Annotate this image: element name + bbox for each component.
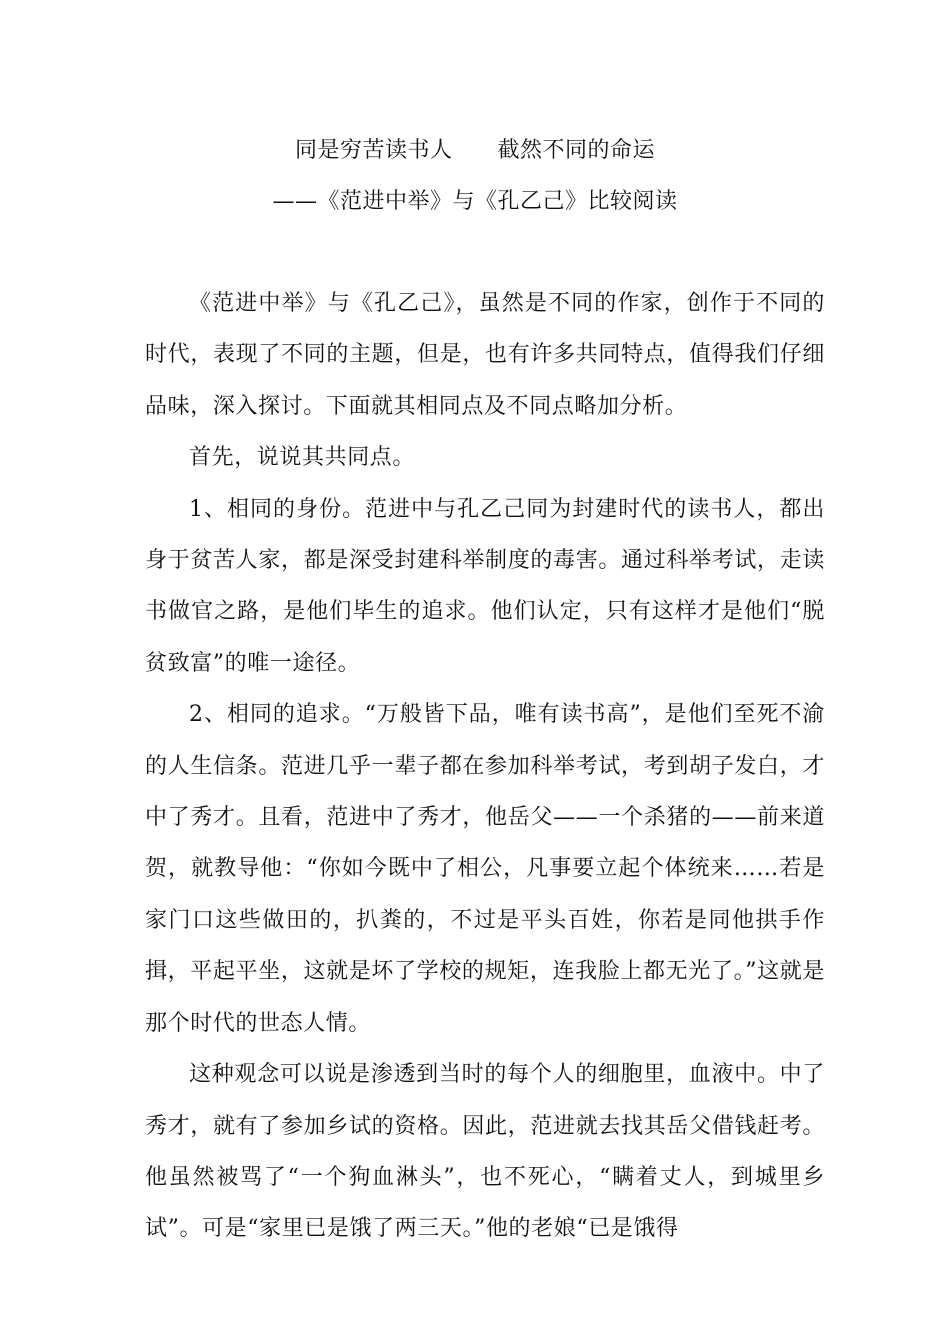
- document-subtitle: ——《范进中举》与《孔乙己》比较阅读: [272, 189, 678, 214]
- paragraph-same-pursuit: 2、相同的追求。“万般皆下品，唯有读书高”，是他们至死不渝的人生信条。范进几乎一辈子都在参加科举考试，考到胡子发白，才中了秀才。且看，范进中了秀才，他岳父——一个杀猪的——前来道贺，就教导他：“你如今既中了相公，凡事要立起个体统来……若是家门口这些做田的，扒粪的，不过是平头百姓，你若是同他拱手作揖，平起平坐，这就是坏了学校的规矩，连我脸上都无光了。”这就是那个时代的世态人情。: [145, 702, 825, 1036]
- paragraph-same-identity: 1、相同的身份。范进中与孔乙己同为封建时代的读书人，都出身于贫苦人家，都是深受封建科举制度的毒害。通过科举考试，走读书做官之路，是他们毕生的追求。他们认定，只有这样才是他们“脱贫致富”的唯一途径。: [145, 496, 825, 676]
- paragraph-social-attitude: 这种观念可以说是渗透到当时的每个人的细胞里，血液中。中了秀才，就有了参加乡试的资格。因此，范进就去找其岳父借钱赶考。他虽然被骂了“一个狗血淋头”，也不死心，“瞒着丈人，到城里乡试”。可是“家里已是饿了两三天。”他的老娘“已是饿得: [145, 1062, 825, 1242]
- paragraph-similarities-heading: 首先，说说其共同点。: [189, 445, 416, 471]
- document-body: [145, 278, 825, 1255]
- document-title: 同是穷苦读书人 截然不同的命运: [295, 138, 655, 163]
- paragraph-intro: 《范进中举》与《孔乙己》，虽然是不同的作家，创作于不同的时代，表现了不同的主题，但是，也有许多共同特点，值得我们仔细品味，深入探讨。下面就其相同点及不同点略加分析。: [145, 291, 825, 419]
